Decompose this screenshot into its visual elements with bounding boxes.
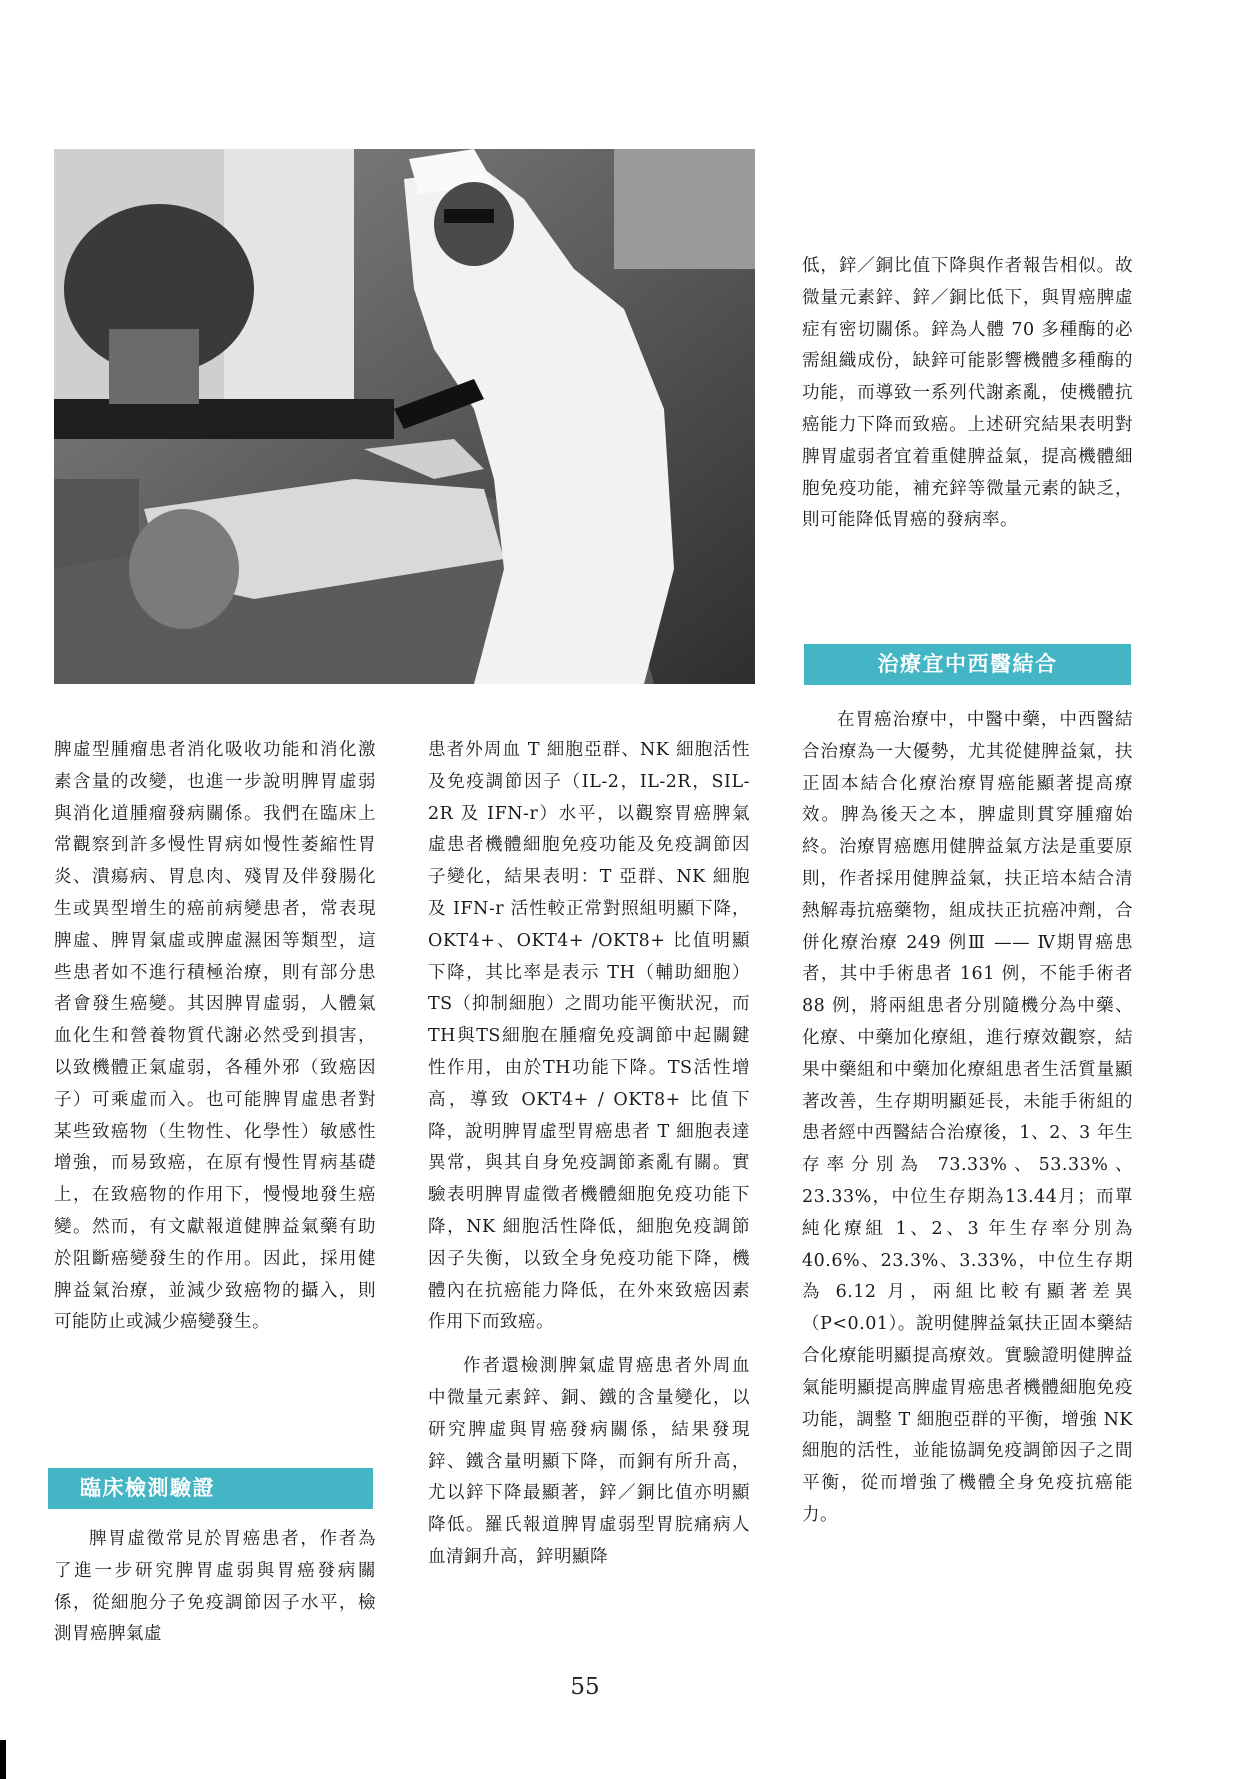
- paragraph-zinc-copper: 低，鋅／銅比值下降與作者報告相似。故微量元素鋅、鋅／銅比低下，與胃癌脾虛症有密切關係。鋅為人體 70 多種酶的必需組織成份，缺鋅可能影響機體多種酶的功能，而導致一系列代謝紊亂，使機體抗癌能力下降而致癌。上述研究結果表明對脾胃虛弱者宜着重健脾益氣，提高機體細胞免疫功能，補充鋅等微量元素的缺乏，則可能降低胃癌的發病率。: [802, 256, 1133, 531]
- paragraph-t-cell-results: 患者外周血 T 細胞亞群、NK 細胞活性及免疫調節因子（IL-2，IL-2R，SIL-2R 及 IFN-r）水平，以觀察胃癌脾氣虛患者機體細胞免疫功能及免疫調節因子變化，結果表明：T 亞群、NK 細胞及 IFN-r 活性較正常對照組明顯下降，OKT4+、OKT4+ /OKT8+ 比值明顯下降，其比率是表示 TH（輔助細胞）TS（抑制細胞）之間功能平衡狀況，而TH與TS細胞在腫瘤免疫調節中起關鍵性作用，由於TH功能下降。TS活性增高，導致 OKT4+ / OKT8+ 比值下降，說明脾胃虛型胃癌患者 T 細胞表達異常，與其自身免疫調節紊亂有關。實驗表明脾胃虛徵者機體細胞免疫功能下降，NK 細胞活性降低，細胞免疫調節因子失衡，以致全身免疫功能下降，機體內在抗癌能力降低，在外來致癌因素作用下而致癌。: [428, 740, 750, 1333]
- paragraph-trace-elements: 作者還檢測脾氣虛胃癌患者外周血中微量元素鋅、銅、鐵的含量變化，以研究脾虛與胃癌發病關係，結果發現鋅、鐵含量明顯下降，而銅有所升高，尤以鋅下降最顯著，鋅／銅比值亦明顯降低。羅氏報道脾胃虛弱型胃脘痛病人血清銅升高，鋅明顯降: [428, 1356, 750, 1567]
- paragraph-spleen-deficiency: 脾虛型腫瘤患者消化吸收功能和消化激素含量的改變，也進一步說明脾胃虛弱與消化道腫瘤發病關係。我們在臨床上常觀察到許多慢性胃病如慢性萎縮性胃炎、潰瘍病、胃息肉、殘胃及伴發腸化生或異型增生的癌前病變患者，常表現脾虛、脾胃氣虛或脾虛濕困等類型，這些患者如不進行積極治療，則有部分患者會發生癌變。其因脾胃虛弱，人體氣血化生和營養物質代謝必然受到損害，以致機體正氣虛弱，各種外邪（致癌因子）可乘虛而入。也可能脾胃虛患者對某些致癌物（生物性、化學性）敏感性增強，而易致癌，在原有慢性胃病基礎上，在致癌物的作用下，慢慢地發生癌變。然而，有文獻報道健脾益氣藥有助於阻斷癌變發生的作用。因此，採用健脾益氣治療，並減少致癌物的攝入，則可能防止或減少癌變發生。: [54, 740, 376, 1333]
- column-middle: [428, 735, 750, 1574]
- column-left-lower: [54, 1524, 376, 1651]
- section-heading-clinical: 臨床檢測驗證: [48, 1468, 373, 1509]
- article-photo: [54, 149, 755, 684]
- scan-edge-mark: [0, 1740, 6, 1779]
- paragraph-clinical-intro: 脾胃虛徵常見於胃癌患者，作者為了進一步研究脾胃虛弱與胃癌發病關係，從細胞分子免疫調節因子水平，檢測胃癌脾氣虛: [54, 1529, 376, 1645]
- column-right: [802, 705, 1133, 1532]
- column-top-right: [802, 251, 1133, 537]
- paragraph-treatment-results: 在胃癌治療中，中醫中藥，中西醫結合治療為一大優勢，尤其從健脾益氣，扶正固本結合化療治療胃癌能顯著提高療效。脾為後天之本，脾虛則貫穿腫瘤始終。治療胃癌應用健脾益氣方法是重要原則，作者採用健脾益氣，扶正培本結合清熱解毒抗癌藥物，組成扶正抗癌冲劑，合併化療治療 249 例Ⅲ —— Ⅳ期胃癌患者，其中手術患者 161 例，不能手術者 88 例，將兩組患者分別隨機分為中藥、化療、中藥加化療組，進行療效觀察，結果中藥組和中藥加化療組患者生活質量顯著改善，生存期明顯延長，未能手術組的患者經中西醫結合治療後，1、2、3 年生存率分別為 73.33%、53.33%、23.33%，中位生存期為13.44月；而單純化療組 1、2、3 年生存率分別為 40.6%、23.3%、3.33%，中位生存期為 6.12 月，兩組比較有顯著差異（P<0.01）。說明健脾益氣扶正固本藥結合化療能明顯提高療效。實驗證明健脾益氣能明顯提高脾虛胃癌患者機體細胞免疫功能，調整 T 細胞亞群的平衡，增強 NK 細胞的活性，並能協調免疫調節因子之間平衡，從而增強了機體全身免疫抗癌能力。: [802, 710, 1133, 1525]
- photo-doctor-examining-patient-icon: [54, 149, 755, 684]
- section-heading-treatment: 治療宜中西醫結合: [804, 644, 1131, 685]
- page-number: 55: [570, 1674, 600, 1700]
- column-left: [54, 735, 376, 1339]
